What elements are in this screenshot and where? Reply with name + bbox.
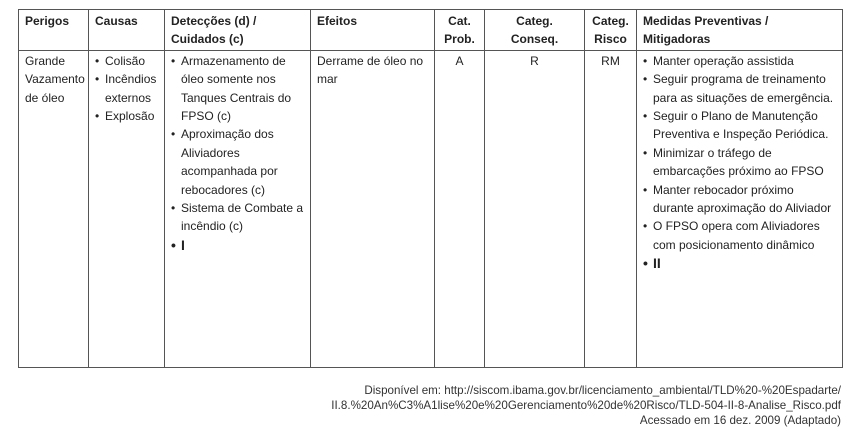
list-item: • Manter operação assistida: [643, 52, 836, 70]
header-perigos: Perigos: [19, 10, 89, 51]
list-item: • Aproximação dos Aliviadores acompanhada por rebocadores (c): [171, 125, 304, 199]
cell-efeitos: Derrame de óleo no mar: [311, 50, 435, 367]
header-categ-risco: Categ. Risco: [585, 10, 637, 51]
risk-analysis-table: [18, 9, 843, 368]
deteccoes-list: [171, 52, 304, 236]
list-item: • Sistema de Combate a incêndio (c): [171, 199, 304, 236]
cell-categ-risco: RM: [585, 50, 637, 367]
source-line-2: II.8.%20An%C3%A1lise%20e%20Gerenciamento%20de%20Risco/TLD-504-II-8-Analise_Risco.pdf: [331, 399, 841, 412]
header-deteccoes: Detecções (d) / Cuidados (c): [165, 10, 311, 51]
header-cat-prob: Cat. Prob.: [435, 10, 485, 51]
header-row: [19, 10, 843, 51]
cell-perigo: Grande Vazamento de óleo: [19, 50, 89, 367]
medidas-marker: • II: [643, 254, 836, 272]
list-item: • Colisão: [95, 52, 158, 70]
list-item: • Manter rebocador próximo durante aproximação do Aliviador: [643, 181, 836, 218]
cell-causas: [89, 50, 165, 367]
medidas-list: [643, 52, 836, 254]
source-line-1: Disponível em: http://siscom.ibama.gov.br/licenciamento_ambiental/TLD%20-%20Espadarte/: [364, 384, 841, 397]
table-row: [19, 50, 843, 367]
list-item: • Minimizar o tráfego de embarcações próximo ao FPSO: [643, 144, 836, 181]
header-categ-conseq: Categ. Conseq.: [485, 10, 585, 51]
header-medidas: Medidas Preventivas / Mitigadoras: [637, 10, 843, 51]
cell-cat-prob: A: [435, 50, 485, 367]
list-item: • Incêndios externos: [95, 70, 158, 107]
header-efeitos: Efeitos: [311, 10, 435, 51]
list-item: • Seguir o Plano de Manutenção Preventiva e Inspeção Periódica.: [643, 107, 836, 144]
list-item: • Explosão: [95, 107, 158, 125]
causas-list: [95, 52, 158, 126]
source-line-3: Acessado em 16 dez. 2009 (Adaptado): [639, 414, 841, 427]
list-item: • Armazenamento de óleo somente nos Tanques Centrais do FPSO (c): [171, 52, 304, 126]
header-causas: Causas: [89, 10, 165, 51]
source-citation: [331, 383, 841, 428]
list-item: • O FPSO opera com Aliviadores com posicionamento dinâmico: [643, 217, 836, 254]
cell-deteccoes: [165, 50, 311, 367]
cell-categ-conseq: R: [485, 50, 585, 367]
deteccoes-marker: • I: [171, 236, 304, 254]
cell-medidas: [637, 50, 843, 367]
list-item: • Seguir programa de treinamento para as situações de emergência.: [643, 70, 836, 107]
